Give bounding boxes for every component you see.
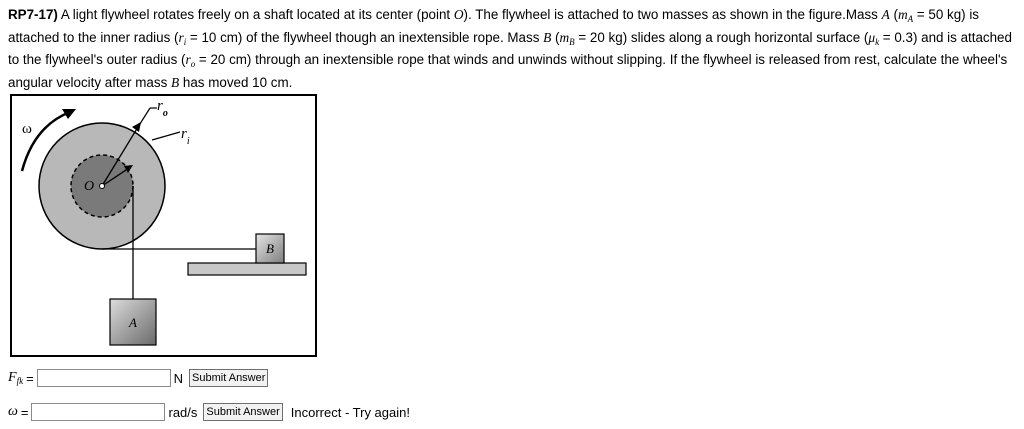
block-b-label: B — [266, 241, 274, 256]
subscript: B — [569, 36, 575, 47]
problem-text: ( — [889, 7, 898, 22]
equals-sign: = — [20, 404, 29, 420]
rough-surface — [188, 263, 306, 275]
mu-symbol: μ — [868, 29, 876, 45]
problem-text: ). The flywheel is attached to two masses as shown in the figure.Mass — [463, 7, 882, 22]
ro-leader — [138, 108, 150, 127]
subscript: k — [875, 36, 880, 47]
problem-text: = 10 cm) of the flywheel though an inextensible rope. Mass — [186, 29, 544, 45]
ri-leader — [152, 132, 180, 140]
mass-b-symbol: B — [543, 29, 552, 45]
problem-text: = 20 kg) slides along a rough horizontal surface ( — [574, 29, 869, 45]
friction-unit: N — [173, 370, 184, 386]
problem-id: RP7-17) — [8, 7, 58, 22]
block-a-label: A — [129, 315, 137, 330]
problem-text: ( — [551, 29, 560, 45]
ro-label: $r_o$ — [157, 98, 168, 119]
flywheel-diagram — [12, 96, 315, 355]
ri-label: $r_i$ — [181, 126, 190, 147]
r-symbol: r — [178, 29, 184, 45]
subscript: A — [907, 14, 914, 24]
submit-omega-button[interactable]: Submit Answer — [203, 403, 282, 421]
m-symbol: m — [897, 7, 908, 22]
friction-input[interactable] — [37, 369, 171, 387]
center-point — [100, 184, 105, 189]
friction-label: $F_{fk}$ — [8, 370, 24, 386]
friction-answer-row — [8, 368, 268, 388]
omega-unit: rad/s — [168, 404, 198, 420]
omega-answer-label: ω — [8, 404, 18, 419]
equals-sign: = — [26, 370, 34, 386]
mass-a-symbol: A — [881, 7, 890, 22]
problem-text: = 50 kg) is attached to the inner radius ( — [8, 7, 979, 45]
problem-statement — [8, 6, 1018, 92]
mass-b-symbol: B — [171, 74, 180, 90]
problem-figure — [10, 94, 317, 357]
subscript: i — [183, 36, 187, 47]
problem-text: A light flywheel rotates freely on a shaft located at its center (point — [57, 7, 454, 22]
m-symbol: m — [559, 29, 570, 45]
subscript: o — [190, 59, 196, 69]
omega-label: ω — [22, 121, 32, 137]
omega-input[interactable] — [31, 403, 165, 421]
problem-text: = 20 cm) through an inextensible rope that winds and unwinds without slipping. If the flywheel is released from rest, calculate the wheel's angular velocity after mass — [8, 52, 1008, 90]
point-o: O — [453, 7, 464, 22]
omega-answer-row — [8, 402, 410, 422]
problem-text: has moved 10 cm. — [179, 74, 293, 90]
problem-text: = 0.3) and is attached to the flywheel's outer radius ( — [8, 29, 1012, 67]
answer-status: Incorrect - Try again! — [290, 404, 410, 420]
submit-friction-button[interactable]: Submit Answer — [189, 369, 268, 387]
center-label: O — [84, 179, 95, 194]
r-symbol: r — [185, 52, 191, 67]
